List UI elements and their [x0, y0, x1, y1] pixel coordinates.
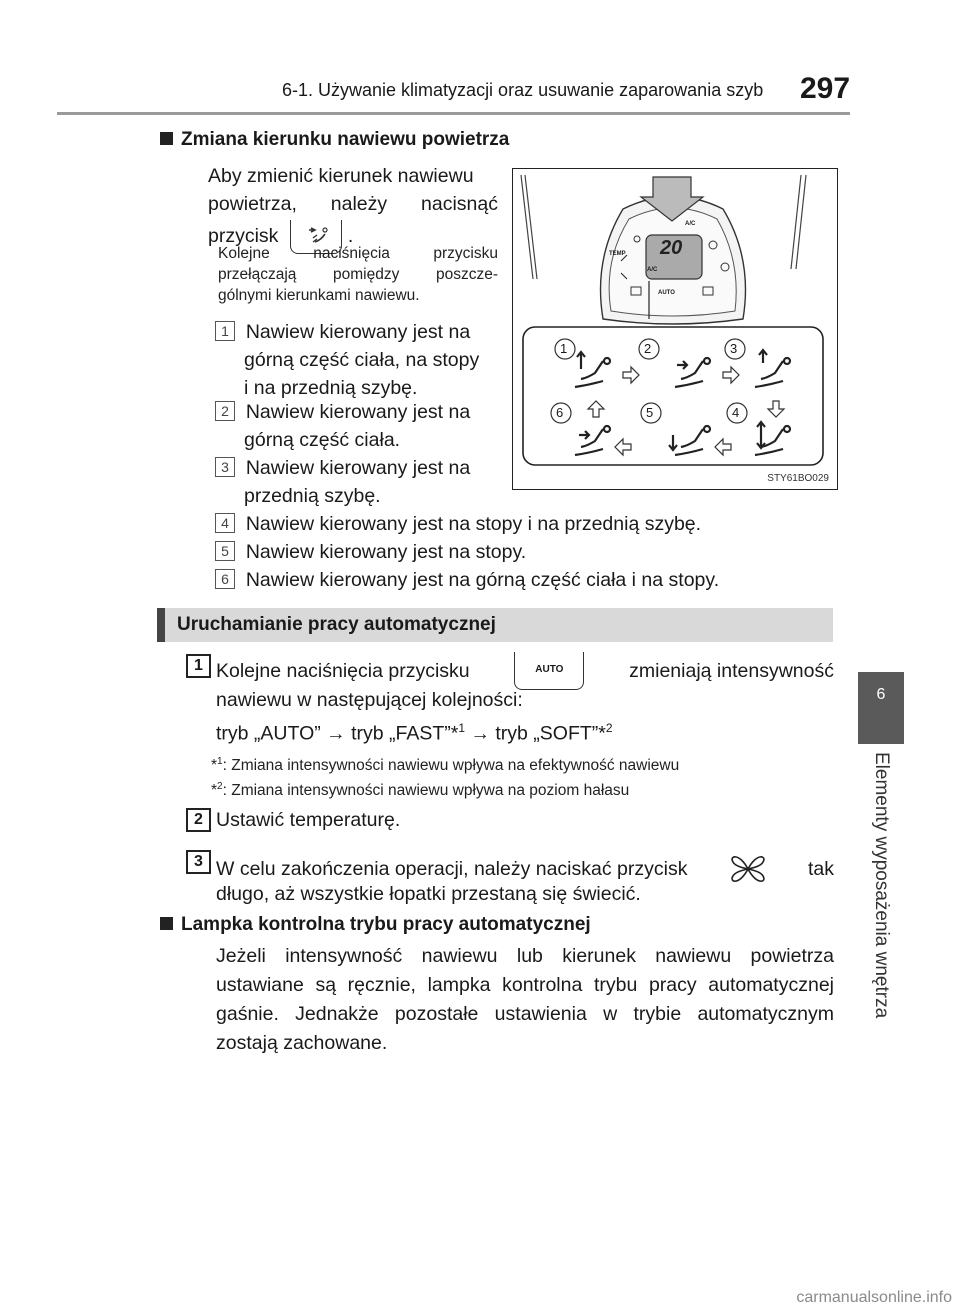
panel-auto-label: AUTO [658, 290, 675, 296]
fig-label-6: 6 [556, 405, 564, 420]
airflow-item-4: 4 Nawiew kierowany jest na stopy i na przednią szybę. [215, 510, 835, 538]
step-3-line2: długo, aż wszystkie łopatki przestaną się świecić. [216, 883, 641, 905]
airflow-note: Kolejne naciśnięcia przycisku przełączają pomiędzy poszcze- gólnymi kierunkami nawiewu. [218, 245, 498, 304]
auto-button-icon: AUTO [514, 652, 584, 690]
footnote-1: *$^1$: Zmiana intensywności nawiewu wpływa na efektywność nawiewu [211, 756, 680, 775]
step-3-text: W celu zakończenia operacji, należy naciskać przycisk tak [216, 848, 834, 890]
step-3-number: 3 [186, 850, 211, 874]
watermark: carmanualsonline.info [796, 1289, 952, 1306]
chapter-tab [858, 744, 904, 1084]
footnote-2: *$^2$: Zmiana intensywności nawiewu wpływa na poziom hałasu [211, 781, 630, 800]
lamp-paragraph: Jeżeli intensywność nawiewu lub kierunek nawiewu powietrza ustawiane są ręcznie, lampka kontrolna trybu pracy automatycznej gaśnie. Jednakże pozostałe ustawienia w trybie automatycznym zostają zachowane. [216, 945, 834, 1054]
mode-sequence: tryb „AUTO” → tryb „FAST”*$^1$ → tryb „SOFT”*$^2$ [216, 721, 613, 745]
airflow-heading: Zmiana kierunku nawiewu powietrza [160, 129, 509, 151]
step-1-number: 1 [186, 654, 211, 678]
airflow-paragraph: Aby zmienić kierunek nawiewu powietrza, należy nacisnąć przycisk . [208, 162, 498, 254]
airflow-item-2: 2 Nawiew kierowany jest na górną część ciała. [215, 398, 505, 454]
page-number: 297 [800, 72, 851, 105]
fig-label-4: 4 [732, 405, 740, 420]
fig-label-3: 3 [730, 341, 738, 356]
panel-temp-label: TEMP [609, 251, 626, 257]
airflow-item-6: 6 Nawiew kierowany jest na górną część ciała i na stopy. [215, 566, 835, 594]
chapter-tab-number: 6 [858, 672, 904, 744]
step-1-line2: nawiewu w następującej kolejności: [216, 689, 523, 711]
airflow-figure [512, 168, 838, 490]
fig-label-2: 2 [644, 341, 652, 356]
step-2-number: 2 [186, 808, 211, 832]
airflow-item-3: 3 Nawiew kierowany jest na przednią szybę. [215, 454, 505, 510]
panel-ac-label-2: A/C [647, 267, 658, 273]
fig-label-1: 1 [560, 341, 568, 356]
step-1-text: Kolejne naciśnięcia przycisku AUTO zmieniają intensywność [216, 652, 834, 690]
auto-section-bar [157, 608, 833, 642]
square-bullet-icon [160, 917, 173, 930]
chapter-title: 6-1. Używanie klimatyzacji oraz usuwanie zaparowania szyb [282, 80, 764, 100]
airflow-item-1: 1 Nawiew kierowany jest na górną część ciała, na stopy i na przednią szybę. [215, 318, 505, 402]
square-bullet-icon [160, 132, 173, 145]
chapter-tab-label: Elementy wyposażenia wnętrza [871, 752, 892, 1019]
step-2-text: Ustawić temperaturę. [216, 809, 401, 831]
auto-section-title: Uruchamianie pracy automatycznej [177, 614, 496, 635]
fig-label-5: 5 [646, 405, 654, 420]
panel-display: 20 [660, 237, 683, 259]
panel-ac-label: A/C [685, 221, 696, 227]
airflow-item-5: 5 Nawiew kierowany jest na stopy. [215, 538, 835, 566]
header-divider [57, 112, 850, 115]
figure-code: STY61BO029 [767, 473, 829, 484]
lamp-heading: Lampka kontrolna trybu pracy automatycznej [160, 914, 591, 936]
